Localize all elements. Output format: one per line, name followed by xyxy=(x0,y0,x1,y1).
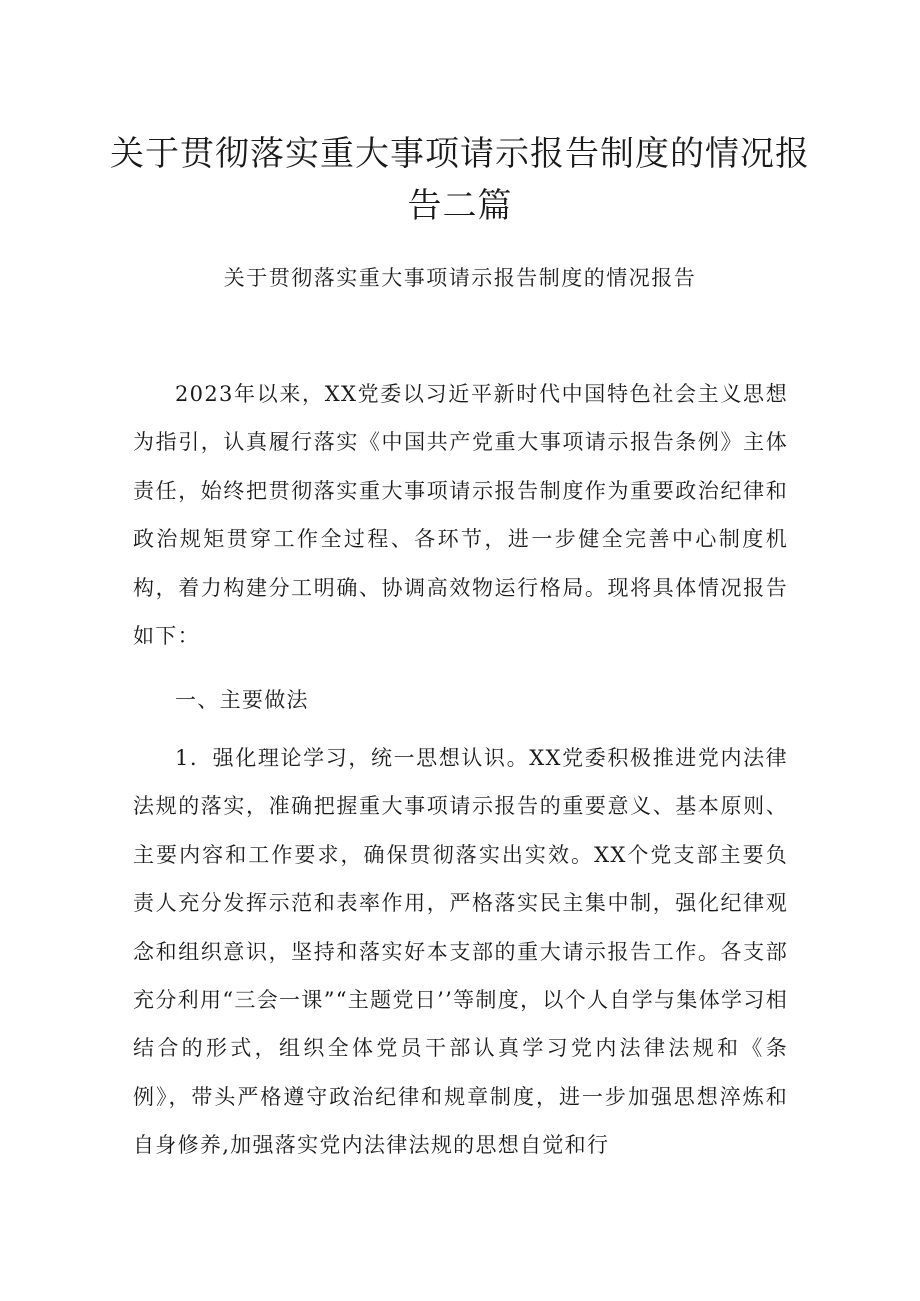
section-heading: 一、主要做法 xyxy=(175,688,309,712)
document-subtitle: 关于贯彻落实重大事项请示报告制度的情况报告 xyxy=(223,266,697,290)
document-title: 关于贯彻落实重大事项请示报告制度的情况报告二篇 xyxy=(110,134,810,226)
point-paragraph: 1．强化理论学习，统一思想认识。XX党委积极推进党内法律法规的落实，准确把握重大事项请示报告的重要意义、基本原则、主要内容和工作要求，确保贯彻落实出实效。XX个党支部主要负责人充分发挥示范和表率作用，严格落实民主集中制，强化纪律观念和组织意识，坚持和落实好本支部的重大请示报告工作。各支部充分利用“三会一课”“主题党日’’等制度，以个人自学与集体学习相结合的形式，组织全体党员干部认真学习党内法律法规和《条例》，带头严格遵守政治纪律和规章制度，进一步加强思想淬炼和自身修养,加强落实党内法律法规的思想自觉和行 xyxy=(133,746,788,1158)
intro-paragraph: 2023年以来，XX党委以习近平新时代中国特色社会主义思想为指引，认真履行落实《中国共产党重大事项请示报告条例》主体责任，始终把贯彻落实重大事项请示报告制度作为重要政治纪律和政治规矩贯穿工作全过程、各环节，进一步健全完善中心制度机构，着力构建分工明确、协调高效物运行格局。现将具体情况报告如下： xyxy=(133,382,788,649)
